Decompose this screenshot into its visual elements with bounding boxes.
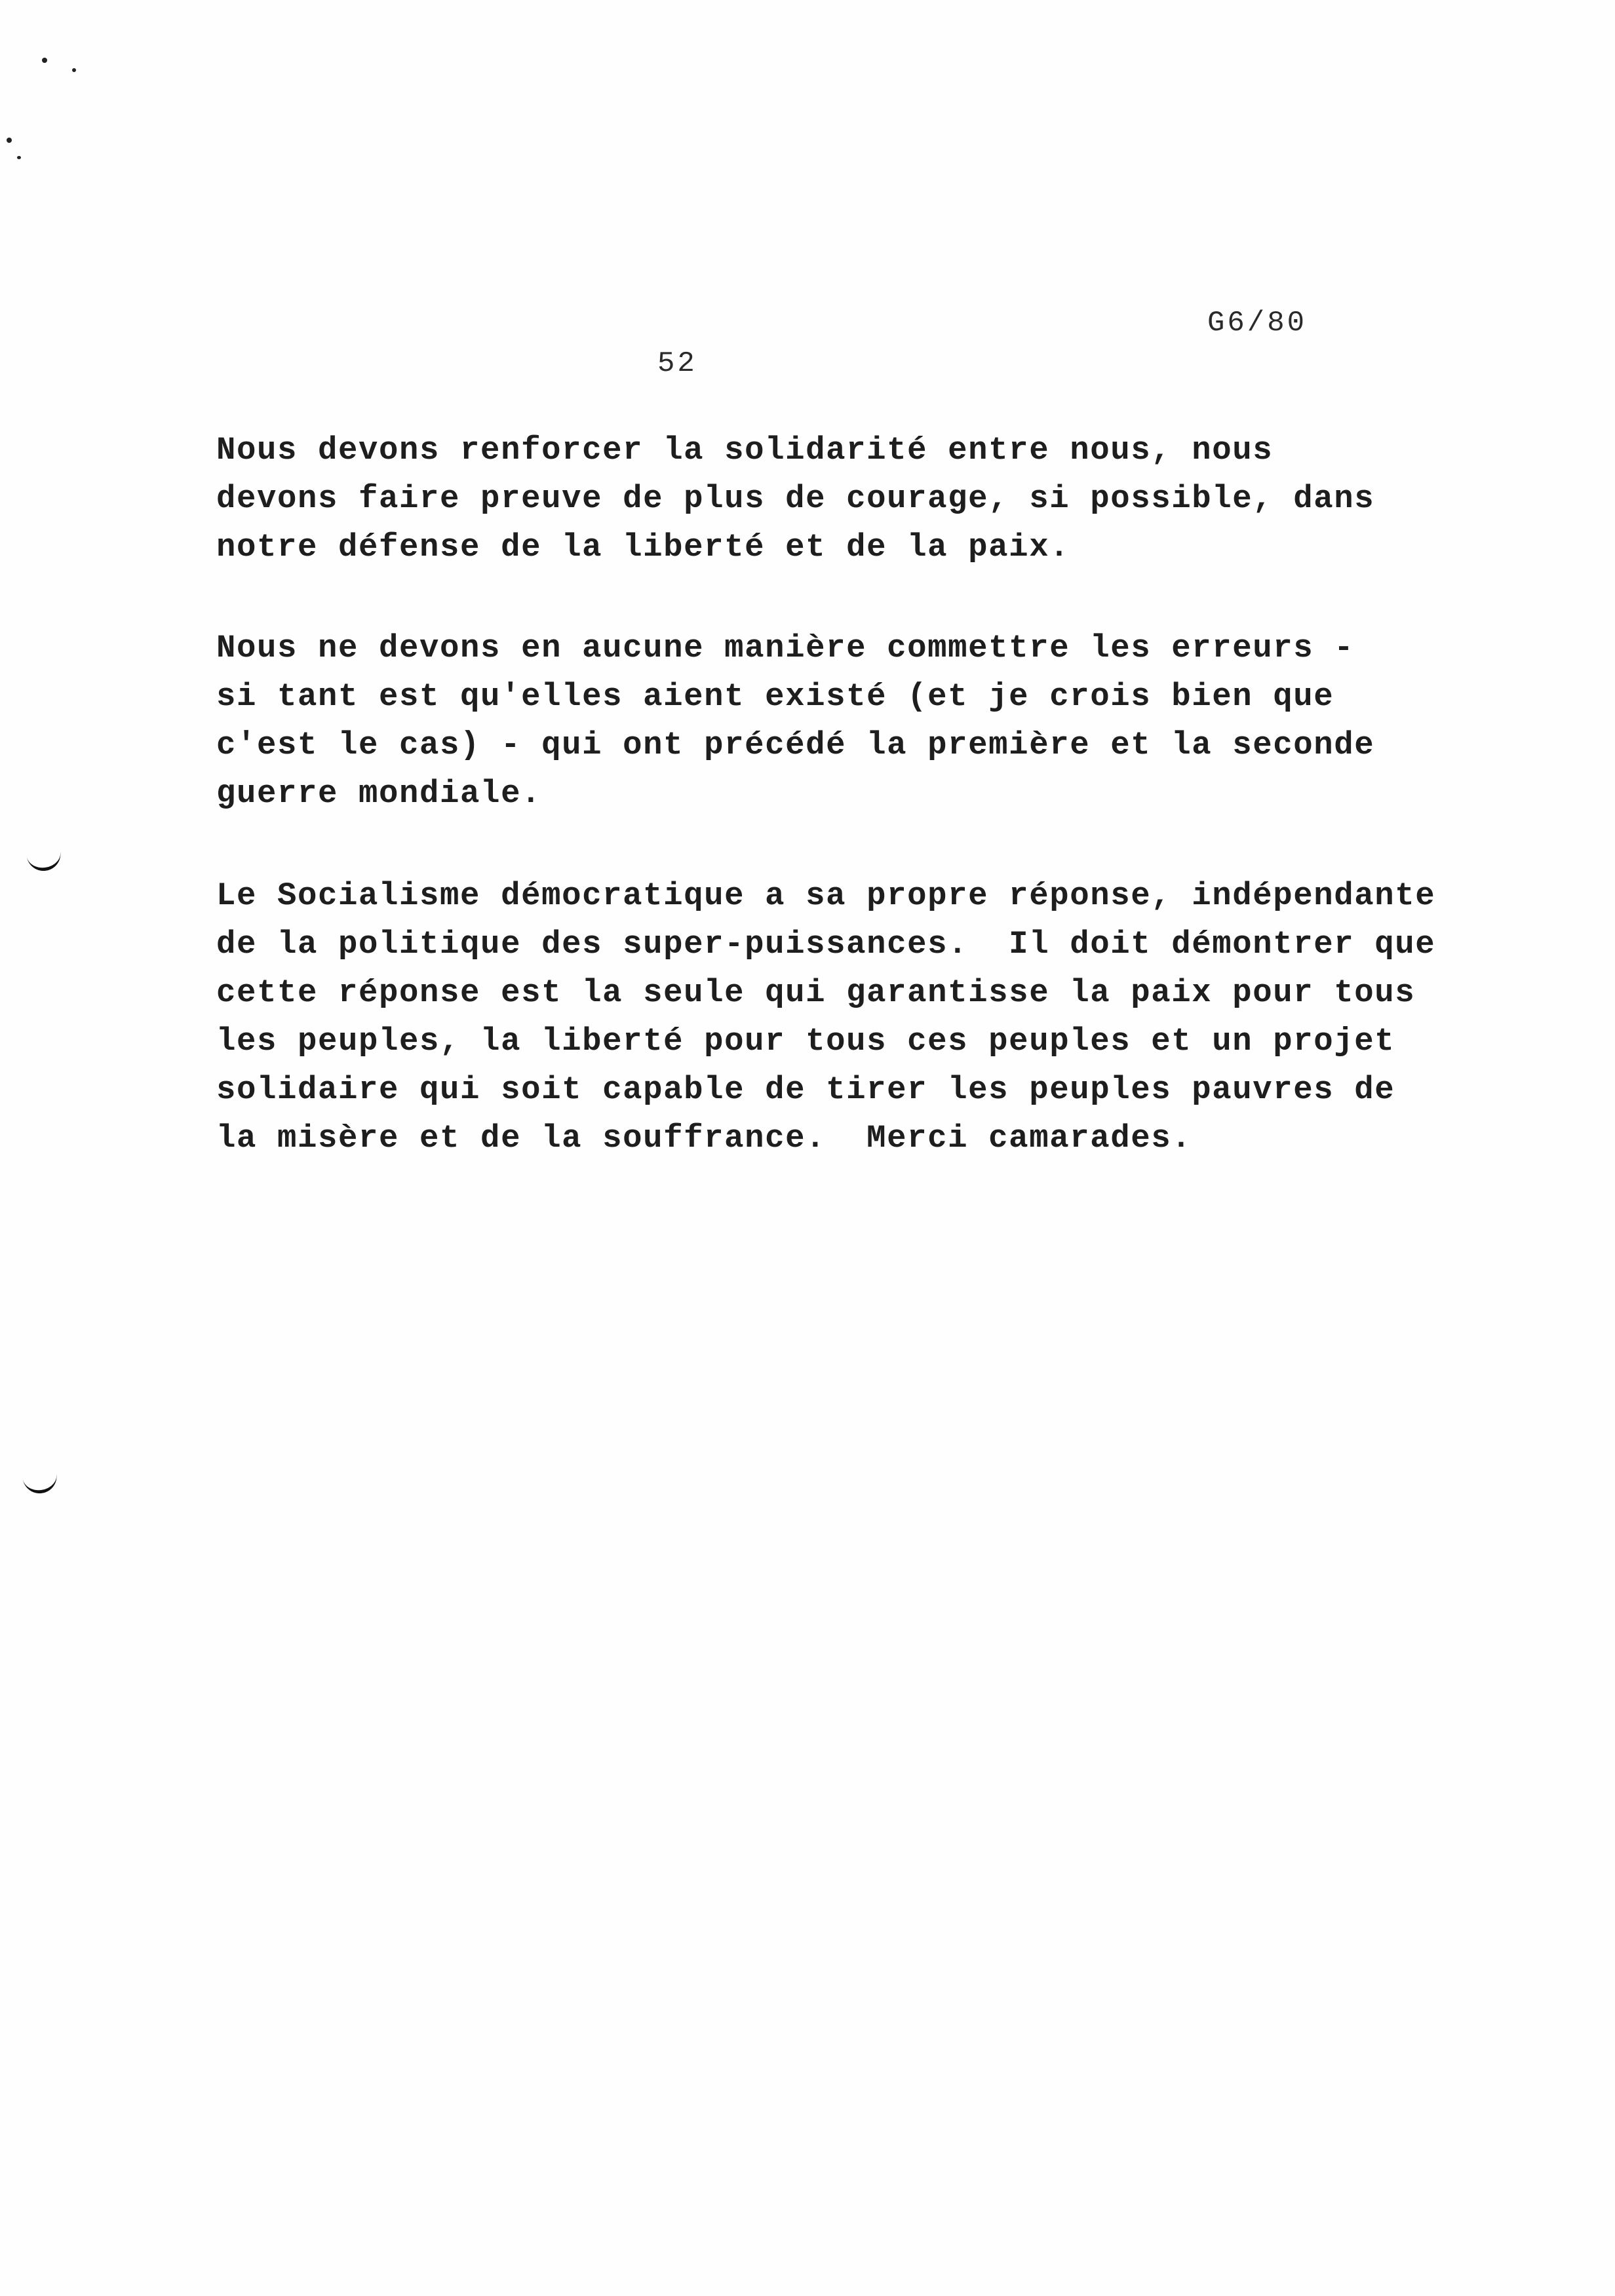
scan-speck bbox=[72, 68, 76, 72]
page-number: 52 bbox=[657, 347, 697, 380]
text-line: Le Socialisme démocratique a sa propre réponse, indépendante bbox=[216, 877, 1436, 914]
text-line: les peuples, la liberté pour tous ces peuples et un projet bbox=[216, 1023, 1395, 1060]
text-line: guerre mondiale. bbox=[216, 775, 542, 812]
paragraph bbox=[216, 426, 1462, 571]
text-line: Nous devons renforcer la solidarité entre nous, nous bbox=[216, 432, 1274, 469]
scan-speck bbox=[7, 138, 12, 143]
paragraph bbox=[216, 624, 1462, 818]
text-line: solidaire qui soit capable de tirer les peuples pauvres de bbox=[216, 1071, 1395, 1108]
text-line: si tant est qu'elles aient existé (et je crois bien que bbox=[216, 678, 1334, 715]
punch-hole-mark bbox=[26, 850, 63, 873]
scan-speck bbox=[17, 156, 21, 159]
scan-speck bbox=[42, 58, 47, 63]
text-line: notre défense de la liberté et de la paix. bbox=[216, 529, 1070, 565]
text-line: Nous ne devons en aucune manière commettre les erreurs - bbox=[216, 630, 1355, 666]
text-line: cette réponse est la seule qui garantisse la paix pour tous bbox=[216, 974, 1416, 1011]
paragraph bbox=[216, 871, 1462, 1162]
text-line: de la politique des super-puissances. Il doit démontrer que bbox=[216, 926, 1436, 963]
document-reference: G6/80 bbox=[1207, 307, 1308, 339]
text-line: la misère et de la souffrance. Merci camarades. bbox=[216, 1120, 1192, 1157]
punch-hole-mark bbox=[22, 1472, 59, 1496]
text-line: c'est le cas) - qui ont précédé la première et la seconde bbox=[216, 727, 1375, 763]
text-line: devons faire preuve de plus de courage, si possible, dans bbox=[216, 480, 1375, 517]
